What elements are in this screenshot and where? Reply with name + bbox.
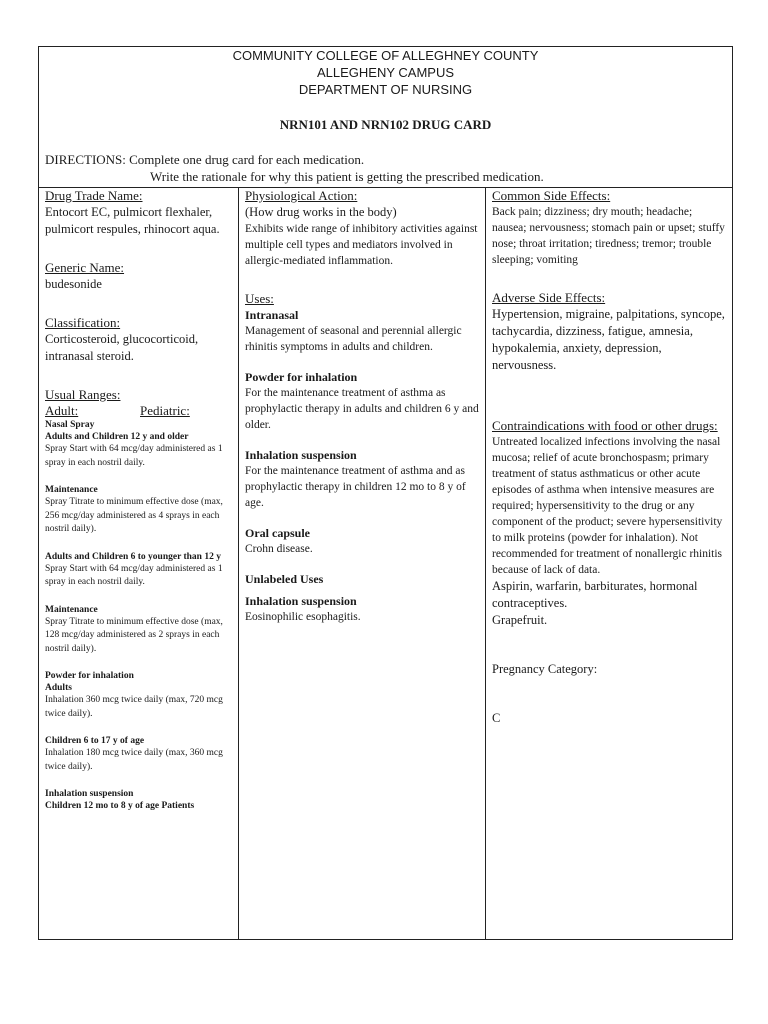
intranasal-heading: Intranasal [245,308,299,322]
contraindicated-drugs: Aspirin, warfarin, barbiturates, hormonal contraceptives. [492,579,698,610]
column-physiological-action [239,188,486,939]
inhalation-suspension-heading: Inhalation suspension [45,789,134,799]
card-title: NRN101 AND NRN102 DRUG CARD [279,117,492,132]
drug-card [38,46,733,940]
physiological-action-subtitle: (How drug works in the body) [245,205,397,219]
children-6-17-text: Inhalation 180 mcg twice daily (max, 360 mcg twice daily). [45,748,223,772]
pediatric-label: Pediatric: [140,403,190,418]
powder-inhalation-heading: Powder for inhalation [45,671,134,681]
inhalation-suspension-sub: Children 12 mo to 8 y of age Patients [45,801,195,811]
inhalation-suspension-text-2: Eosinophilic esophagitis. [245,611,361,623]
card-header [39,47,732,188]
adult-pediatric-labels [45,403,234,419]
directions-line-2: Write the rationale for why this patient is getting the prescribed medication. [150,169,544,184]
inhalation-suspension-text: For the maintenance treatment of asthma and as prophylactic therapy in children 12 mo to 8 y of age. [245,465,466,509]
generic-name-label: Generic Name: [45,260,125,275]
physiological-action-text: Exhibits wide range of inhibitory activities against multiple cell types and mediators involved in allergic-mediated inflammation. [245,223,478,267]
nasal-spray-heading: Nasal Spray [45,420,95,430]
column-drug-info [39,188,239,939]
adults-children-12-text: Spray Start with 64 mcg/day administered as 1 spray in each nostril daily. [45,444,223,468]
adverse-side-effects-label: Adverse Side Effects: [492,290,606,305]
contraindicated-food: Grapefruit. [492,613,548,627]
contraindications-label: Contraindications with food or other drugs: [492,418,718,433]
inhalation-suspension-heading: Inhalation suspension [245,448,357,462]
department-name: DEPARTMENT OF NURSING [298,82,473,97]
physiological-action-label: Physiological Action: [245,188,358,203]
powder-inhalation-text: For the maintenance treatment of asthma as prophylactic therapy in adults and children 6 y and older. [245,387,479,431]
classification-label: Classification: [45,315,121,330]
pregnancy-category-label: Pregnancy Category: [492,662,598,676]
adverse-side-effects-text: Hypertension, migraine, palpitations, syncope, tachycardia, dizziness, fatigue, amnesia, hypokalemia, anxiety, depression, nervousness. [492,307,725,372]
maintenance-heading-2: Maintenance [45,604,98,615]
adults-children-6-heading: Adults and Children 6 to younger than 12 y [45,551,221,562]
adults-heading: Adults [45,683,72,693]
trade-name-label: Drug Trade Name: [45,188,143,203]
maintenance-text-1: Spray Titrate to minimum effective dose (max, 256 mcg/day administered as 4 sprays in each nostril daily). [45,497,223,534]
usual-ranges-label: Usual Ranges: [45,387,121,402]
column-side-effects [486,188,732,939]
generic-name-value: budesonide [45,277,102,291]
maintenance-text-2: Spray Titrate to minimum effective dose (max, 128 mcg/day administered as 2 sprays in each nostril daily). [45,616,223,654]
college-name: COMMUNITY COLLEGE OF ALLEGHNEY COUNTY [232,48,539,63]
oral-capsule-text: Crohn disease. [245,543,313,555]
children-6-17-heading: Children 6 to 17 y of age [45,736,145,746]
uses-label: Uses: [245,291,274,306]
adults-children-12-heading: Adults and Children 12 y and older [45,432,189,442]
powder-inhalation-heading: Powder for inhalation [245,370,358,384]
maintenance-heading-1: Maintenance [45,485,98,495]
adult-label: Adult: [45,403,79,418]
pregnancy-category-value: C [492,711,501,725]
common-side-effects-text: Back pain; dizziness; dry mouth; headache; nausea; nervousness; stomach pain or upset; stuffy nose; throat irritation; tiredness; tremor; trouble sleeping; vomiting [492,206,725,266]
inhalation-suspension-heading-2: Inhalation suspension [245,594,357,608]
trade-name-value: Entocort EC, pulmicort flexhaler, pulmicort respules, rhinocort aqua. [45,205,220,236]
powder-adult-text: Inhalation 360 mcg twice daily (max, 720 mcg twice daily). [45,695,223,719]
contraindications-text: Untreated localized infections involving the nasal mucosa; relief of acute bronchospasm; primary treatment of status asthmaticus or other acute episodes of asthma when intensive measures are required; hypersensitivity to the drug or any component of the product; severe hypersensitivity to milk proteins (powder for inhalation). Not recommended for treatment of nonallergic rhinitis because of lack of data. [492,436,723,576]
classification-value: Corticosteroid, glucocorticoid, intranasal steroid. [45,332,199,363]
common-side-effects-label: Common Side Effects: [492,188,611,203]
intranasal-text: Management of seasonal and perennial allergic rhinitis symptoms in adults and children. [245,325,462,353]
adults-children-6-text: Spray Start with 64 mcg/day administered as 1 spray in each nostril daily. [45,563,223,587]
campus-name: ALLEGHENY CAMPUS [316,65,455,80]
oral-capsule-heading: Oral capsule [245,526,310,540]
directions-line-1: DIRECTIONS: Complete one drug card for each medication. [45,152,365,167]
unlabeled-uses-heading: Unlabeled Uses [245,572,324,586]
